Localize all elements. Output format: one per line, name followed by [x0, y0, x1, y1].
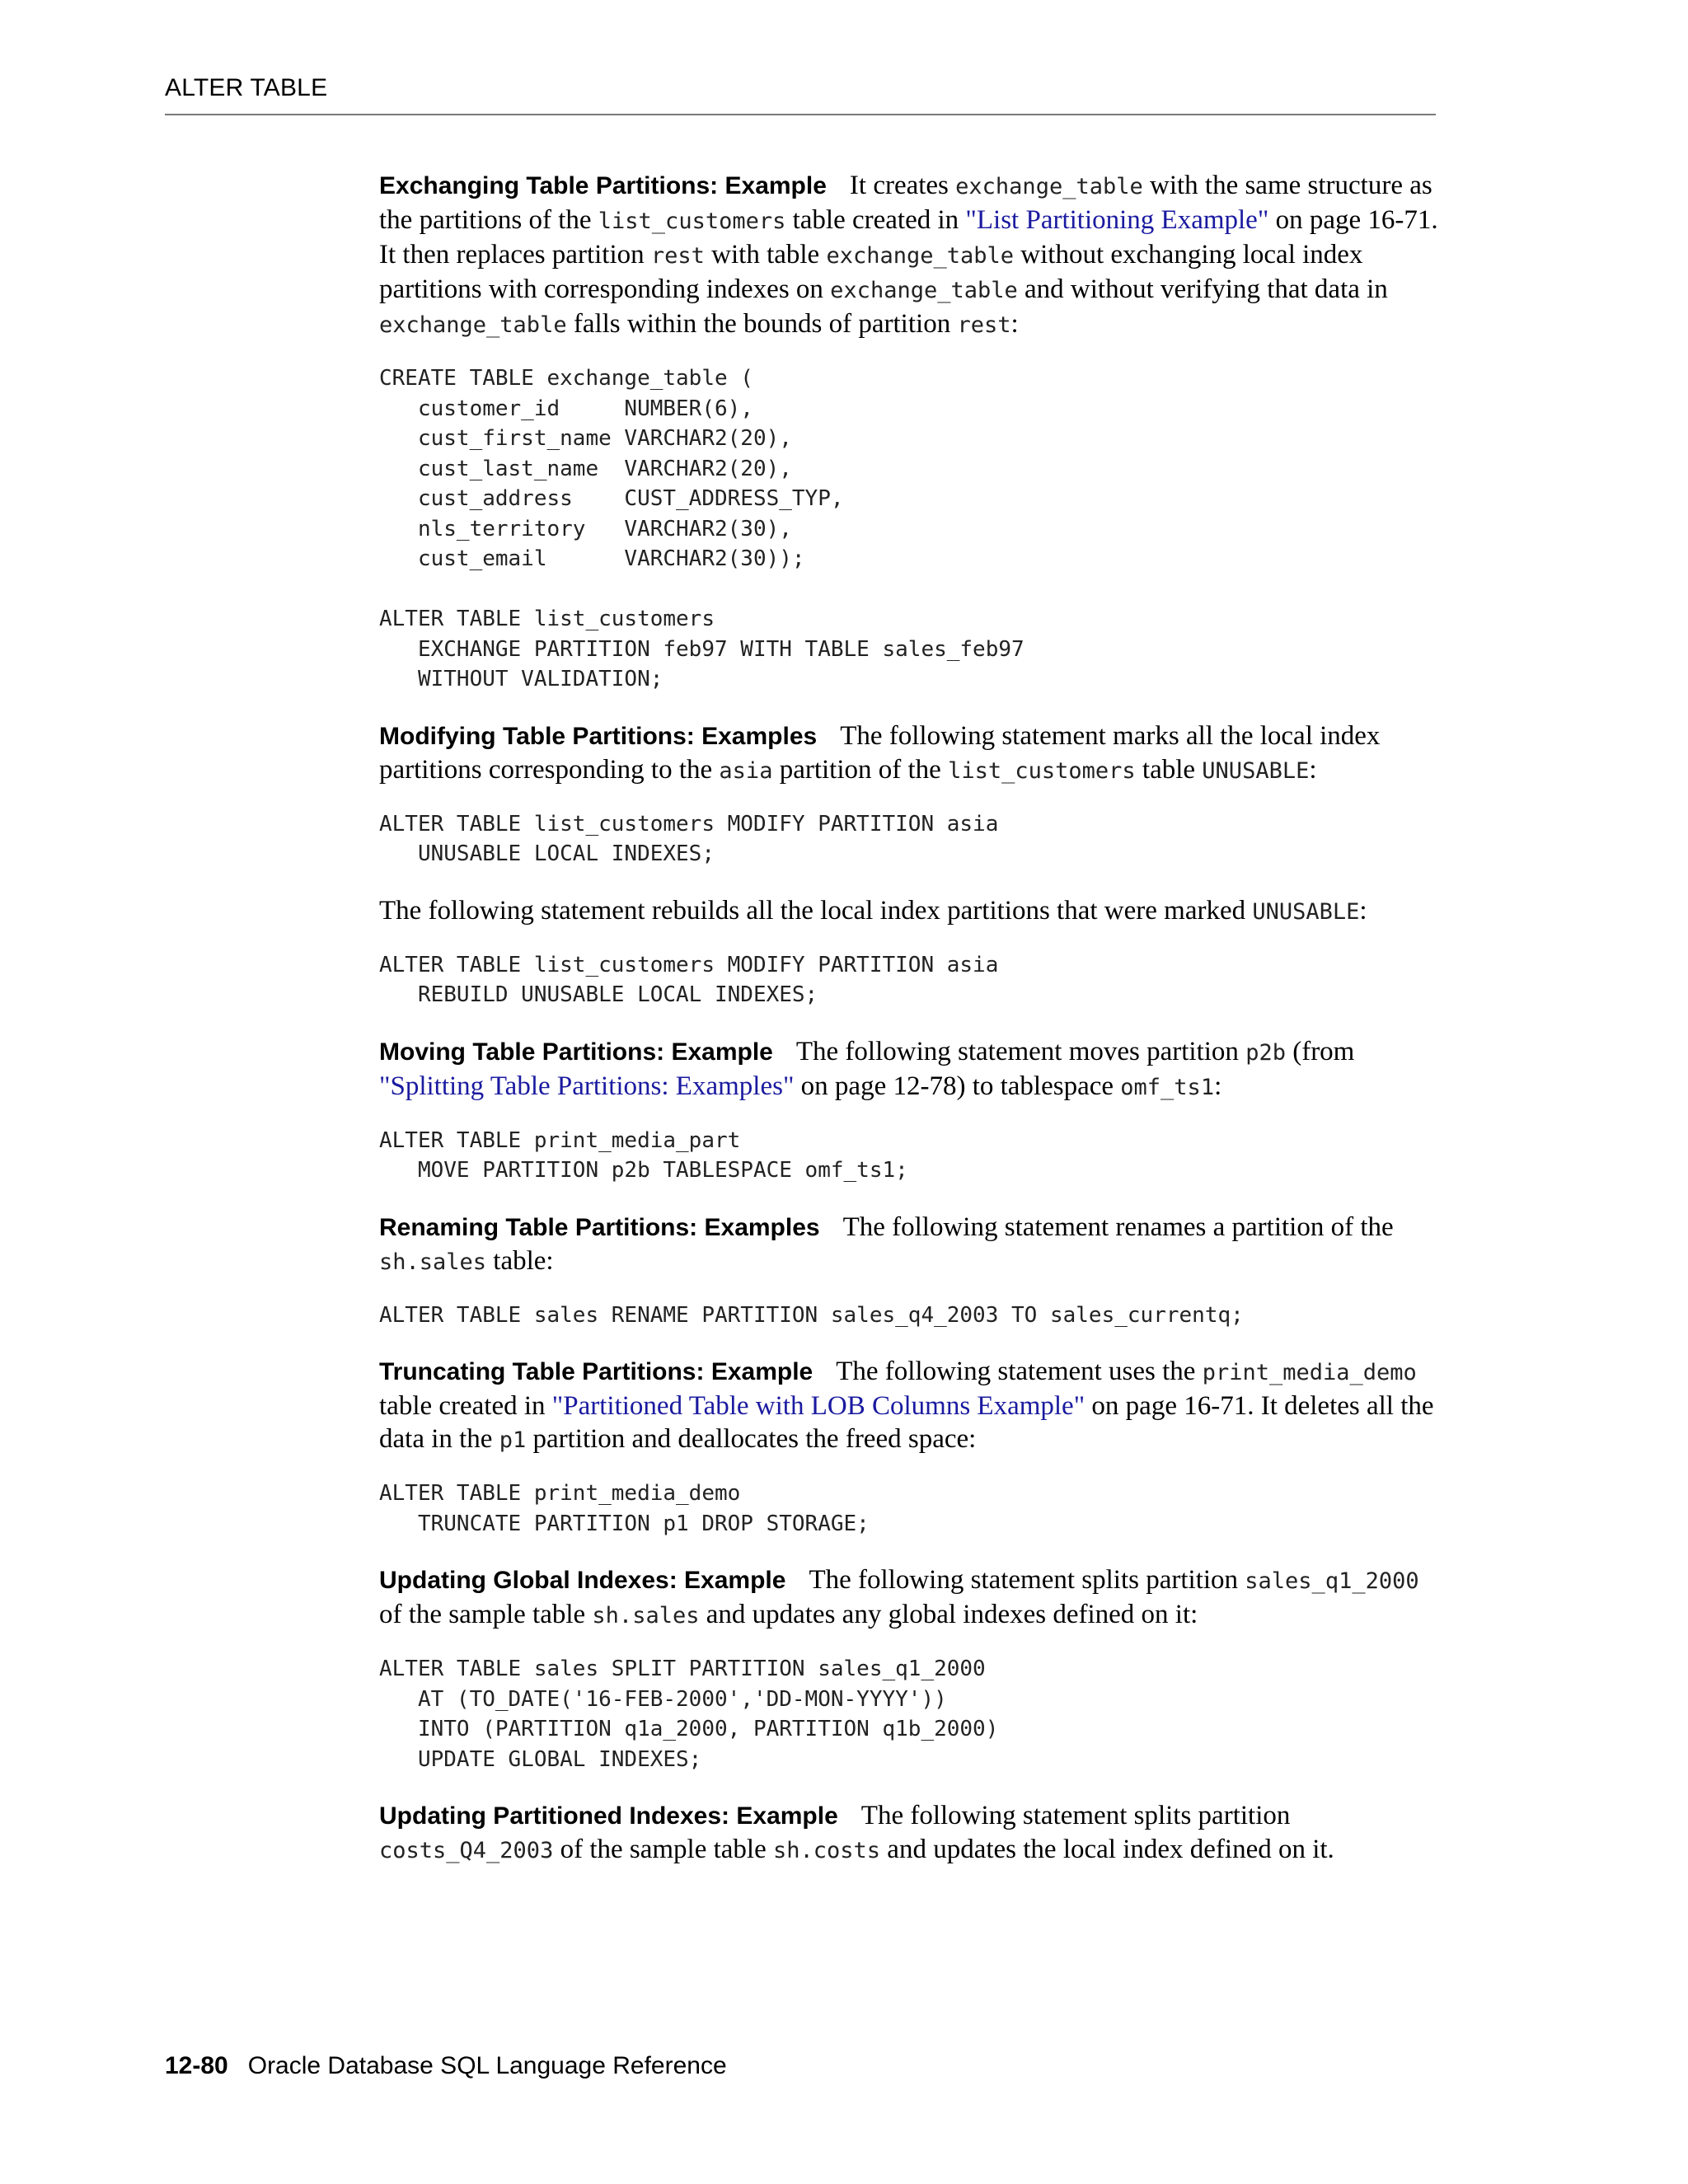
book-title: Oracle Database SQL Language Reference [247, 2052, 727, 2079]
main-content [379, 169, 1442, 1889]
running-header: ALTER TABLE [165, 74, 328, 101]
truncate-paragraph: Truncating Table Partitions: Example The following statement uses the print_media_demo table created in "Partitioned Table with LOB Columns Example" on page 16-71. It deletes all the data in the p1 partition and deallocates the freed space: [379, 1357, 1434, 1454]
modify-code-block-2: ALTER TABLE list_customers MODIFY PARTITION asia REBUILD UNUSABLE LOCAL INDEXES; [379, 952, 999, 1007]
lob-columns-link[interactable]: "Partitioned Table with LOB Columns Example" [551, 1391, 1085, 1421]
exchange-heading: Exchanging Table Partitions: Example [379, 172, 827, 199]
list-partitioning-link[interactable]: "List Partitioning Example" [965, 205, 1269, 235]
move-heading: Moving Table Partitions: Example [379, 1038, 773, 1066]
splitting-partitions-link[interactable]: "Splitting Table Partitions: Examples" [379, 1071, 795, 1101]
header-rule [165, 114, 1436, 115]
page-number: 12-80 [165, 2052, 228, 2079]
rebuild-paragraph: The following statement rebuilds all the local index partitions that were marked UNUSABLE: [379, 895, 1367, 926]
modify-code-block-1: ALTER TABLE list_customers MODIFY PARTITION asia UNUSABLE LOCAL INDEXES; [379, 811, 999, 866]
page-footer [165, 2052, 727, 2080]
global-code-block: ALTER TABLE sales SPLIT PARTITION sales_q1_2000 AT (TO_DATE('16-FEB-2000','DD-MON-YYYY')) INTO (PARTITION q1a_2000, PARTITION q1b_2000) UPDATE GLOBAL INDEXES; [379, 1657, 999, 1772]
rename-code-block: ALTER TABLE sales RENAME PARTITION sales_q4_2003 TO sales_currentq; [379, 1302, 1244, 1328]
exchange-paragraph: Exchanging Table Partitions: Example It creates exchange_table with the same structure as the partitions of the list_customers table created in "List Partitioning Example" on page 16-71. It then replaces partition rest with table exchange_table without exchanging local index partitions with corresponding indexes on exchange_table and without verifying that data in exchange_table falls within the bounds of partition rest: [379, 171, 1438, 339]
global-heading: Updating Global Indexes: Example [379, 1567, 786, 1594]
truncate-heading: Truncating Table Partitions: Example [379, 1358, 814, 1385]
modify-paragraph: Modifying Table Partitions: Examples The following statement marks all the local index partitions corresponding to the asia partition of the list_customers table UNUSABLE: [379, 720, 1381, 785]
partitioned-heading: Updating Partitioned Indexes: Example [379, 1802, 838, 1830]
rename-paragraph: Renaming Table Partitions: Examples The following statement renames a partition of the sh.sales table: [379, 1212, 1394, 1276]
rename-heading: Renaming Table Partitions: Examples [379, 1213, 820, 1241]
truncate-code-block: ALTER TABLE print_media_demo TRUNCATE PARTITION p1 DROP STORAGE; [379, 1481, 870, 1536]
partitioned-paragraph: Updating Partitioned Indexes: Example The following statement splits partition costs_Q4_2003 of the sample table sh.costs and updates the local index defined on it. [379, 1801, 1334, 1864]
move-code-block: ALTER TABLE print_media_part MOVE PARTITION p2b TABLESPACE omf_ts1; [379, 1127, 908, 1183]
move-paragraph: Moving Table Partitions: Example The following statement moves partition p2b (from "Splitting Table Partitions: Examples" on page 12-78) to tablespace omf_ts1: [379, 1036, 1355, 1101]
global-paragraph: Updating Global Indexes: Example The following statement splits partition sales_q1_2000 of the sample table sh.sales and updates any global indexes defined on it: [379, 1565, 1419, 1629]
modify-heading: Modifying Table Partitions: Examples [379, 722, 818, 750]
exchange-code-block: CREATE TABLE exchange_table ( customer_id NUMBER(6), cust_first_name VARCHAR2(20), cust_last_name VARCHAR2(20), cust_address CUST_ADDRESS_TYP, nls_territory VARCHAR2(30), cust_email VARCHAR2(30)); ALTER TABLE list_customers EXCHANGE PARTITION feb97 WITH TABLE sales_feb97 WITHOUT VALIDATION; [379, 366, 1025, 691]
